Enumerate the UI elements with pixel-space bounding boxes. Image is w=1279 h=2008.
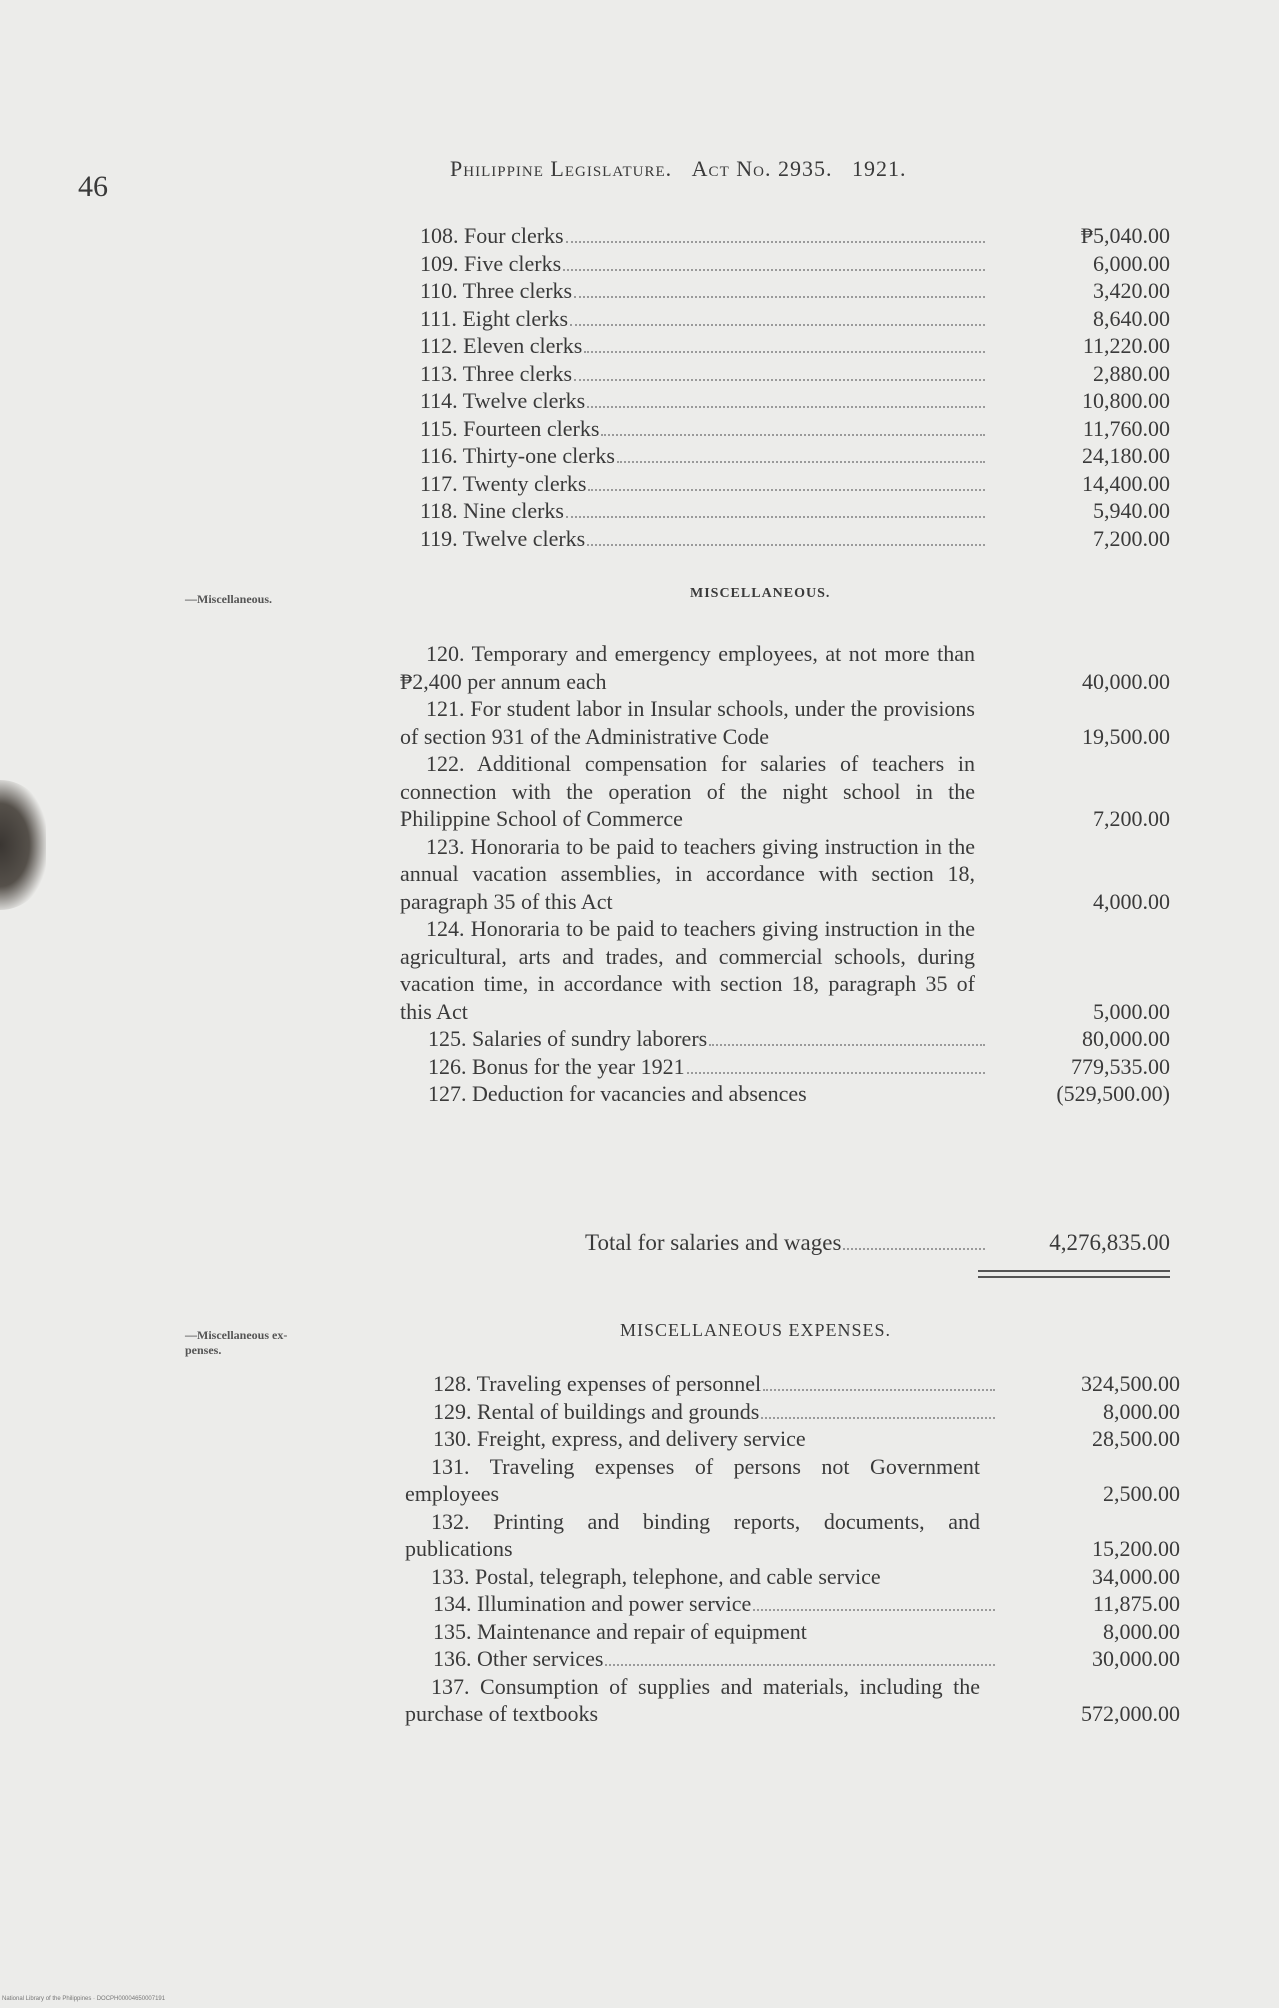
entry-133 (405, 1563, 1180, 1591)
salaries-total (585, 1229, 1170, 1257)
clerks-list (400, 222, 1170, 552)
entry-text: 132. Printing and binding reports, documents, and publications (405, 1508, 980, 1561)
entry-121 (400, 695, 1170, 750)
list-item (405, 1398, 1180, 1426)
entry-122 (400, 750, 1170, 833)
entry-amount: 19,500.00 (1082, 723, 1170, 749)
item-amount: 10,800.00 (1082, 388, 1170, 413)
item-label: 113. Three clerks (420, 360, 573, 386)
item-amount: 2,880.00 (1093, 360, 1170, 386)
item-label: 135. Maintenance and repair of equipment (433, 1618, 807, 1644)
item-amount: 779,535.00 (1071, 1053, 1170, 1079)
list-item (400, 332, 1170, 360)
item-label: 108. Four clerks (420, 223, 564, 248)
entry-123 (400, 833, 1170, 916)
entry-120 (400, 640, 1170, 695)
list-item (400, 305, 1170, 333)
item-label: 136. Other services (433, 1646, 604, 1671)
list-item (400, 387, 1170, 415)
item-amount: 28,500.00 (1092, 1426, 1180, 1451)
list-item (400, 415, 1170, 443)
entry-amount: 572,000.00 (1081, 1701, 1180, 1726)
list-item (400, 1053, 1170, 1081)
page-number: 46 (78, 170, 108, 203)
list-item (405, 1590, 1180, 1618)
item-amount: 3,420.00 (1093, 278, 1170, 303)
entry-amount: 34,000.00 (1092, 1563, 1180, 1589)
entry-text: 131. Traveling expenses of persons not Government employees (405, 1453, 980, 1506)
list-item (400, 277, 1170, 305)
item-amount: 14,400.00 (1082, 470, 1170, 496)
act-year: 1921. (851, 156, 907, 181)
list-item (400, 525, 1170, 553)
item-amount: 6,000.00 (1093, 250, 1170, 276)
item-amount: 5,940.00 (1093, 498, 1170, 523)
margin-note-line: penses. (185, 1343, 222, 1357)
item-label: 109. Five clerks (420, 250, 562, 276)
item-amount: ₱5,040.00 (1080, 223, 1170, 248)
entry-amount: 5,000.00 (1093, 998, 1170, 1024)
item-label: 116. Thirty-one clerks (420, 443, 615, 468)
item-amount: 11,220.00 (1082, 333, 1170, 358)
list-item (405, 1425, 1180, 1453)
margin-note-expenses (185, 1328, 287, 1358)
item-label: 134. Illumination and power service (433, 1591, 752, 1616)
margin-note-miscellaneous: —Miscellaneous. (185, 592, 272, 606)
section-heading: MISCELLANEOUS. (690, 586, 831, 601)
scan-footer: National Library of the Philippines · DOCPH00004650007191 (2, 1996, 166, 2002)
entry-text: 122. Additional compensation for salaries of teachers in connection with the operation of the night school in the Philippine School of Commerce (400, 751, 975, 831)
item-amount: 324,500.00 (1081, 1371, 1180, 1396)
entry-text: 120. Temporary and emergency employees, at not more than ₱2,400 per annum each (400, 641, 975, 694)
item-amount: (529,500.00) (1056, 1081, 1170, 1106)
item-amount: 8,000.00 (1103, 1618, 1180, 1644)
item-label: 126. Bonus for the year 1921 (428, 1053, 685, 1079)
margin-note-line: —Miscellaneous ex- (185, 1328, 288, 1342)
list-item (400, 250, 1170, 278)
miscellaneous-entries (400, 640, 1170, 1108)
entry-amount: 2,500.00 (1103, 1481, 1180, 1506)
list-item (400, 442, 1170, 470)
list-item (400, 497, 1170, 525)
list-item (400, 1080, 1170, 1108)
entry-124 (400, 915, 1170, 1025)
entry-text: 123. Honoraria to be paid to teachers giving instruction in the annual vacation assemblies, in accordance with section 18, paragraph 35 of this Act (400, 833, 975, 914)
entry-text: 137. Consumption of supplies and materials, including the purchase of textbooks (405, 1673, 980, 1726)
list-item (400, 470, 1170, 498)
entry-amount: 40,000.00 (1082, 668, 1170, 694)
item-label: 127. Deduction for vacancies and absences (428, 1081, 807, 1106)
item-label: 119. Twelve clerks (420, 525, 586, 551)
item-label: 112. Eleven clerks (420, 333, 583, 358)
item-amount: 80,000.00 (1082, 1026, 1170, 1051)
item-amount: 24,180.00 (1082, 443, 1170, 468)
entry-amount: 4,000.00 (1093, 888, 1170, 914)
item-amount: 8,640.00 (1093, 305, 1170, 331)
item-amount: 11,875.00 (1092, 1591, 1180, 1616)
legislature-title: Philippine Legislature. (450, 156, 673, 181)
act-number: Act No. 2935. (691, 156, 833, 181)
page-edge-shadow (0, 780, 46, 910)
entry-amount: 15,200.00 (1092, 1536, 1180, 1561)
entry-text: 124. Honoraria to be paid to teachers giving instruction in the agricultural, arts and trades, and commercial schools, during vacation time, in accordance with section 18, paragraph 35 of this Act (400, 916, 975, 1024)
running-head (450, 156, 906, 182)
entry-text: 121. For student labor in Insular schools, under the provisions of section 931 of the Administrative Code (400, 696, 975, 749)
entry-137 (405, 1673, 1180, 1728)
item-label: 128. Traveling expenses of personnel (433, 1371, 762, 1396)
item-amount: 30,000.00 (1092, 1646, 1180, 1671)
item-label: 130. Freight, express, and delivery service (433, 1426, 806, 1451)
double-rule (978, 1270, 1170, 1278)
item-amount: 11,760.00 (1082, 415, 1170, 441)
expenses-list (405, 1370, 1180, 1728)
list-item (400, 222, 1170, 250)
entry-132 (405, 1508, 1180, 1563)
item-label: 118. Nine clerks (420, 498, 564, 523)
item-label: 125. Salaries of sundry laborers (428, 1026, 708, 1051)
list-item (405, 1645, 1180, 1673)
entry-131 (405, 1453, 1180, 1508)
list-item (400, 1025, 1170, 1053)
list-item (405, 1618, 1180, 1646)
item-label: 115. Fourteen clerks (420, 415, 600, 441)
item-amount: 7,200.00 (1093, 525, 1170, 551)
item-label: 117. Twenty clerks (420, 470, 587, 496)
total-label: Total for salaries and wages (585, 1230, 842, 1255)
item-label: 110. Three clerks (420, 278, 573, 303)
entry-text: 133. Postal, telegraph, telephone, and cable service (431, 1563, 881, 1589)
item-amount: 8,000.00 (1103, 1398, 1180, 1424)
total-amount: 4,276,835.00 (1049, 1230, 1170, 1255)
item-label: 111. Eight clerks (420, 305, 569, 331)
list-item (400, 360, 1170, 388)
entry-amount: 7,200.00 (1093, 806, 1170, 831)
list-item (405, 1370, 1180, 1398)
item-label: 114. Twelve clerks (420, 388, 586, 413)
section-heading: MISCELLANEOUS EXPENSES. (620, 1320, 892, 1340)
item-label: 129. Rental of buildings and grounds (433, 1398, 760, 1424)
